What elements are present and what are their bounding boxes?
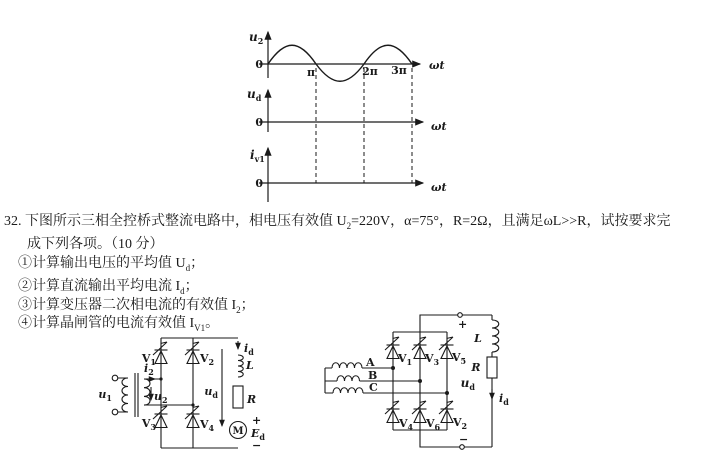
plus-sign: + (252, 414, 262, 427)
item-4-punct: 。 (205, 316, 220, 331)
problem-line-2 (27, 233, 164, 253)
problem-item-4 (18, 312, 219, 332)
iv1-graph (250, 148, 447, 202)
thyristor-v2 (185, 342, 200, 364)
i2-label: $i_2$ (144, 362, 154, 377)
L-label: L (246, 359, 254, 372)
thyristor-v6-3ph (412, 401, 427, 423)
Ed-label: $E_d$ (251, 427, 265, 442)
item-4-text: ④计算晶闸管的电流有效值 I (18, 316, 195, 331)
id-3ph-label: $i_d$ (499, 392, 509, 407)
transformer-core (135, 373, 138, 417)
coil-C (333, 388, 363, 393)
item-1-punct: ； (190, 256, 205, 271)
v3-3ph-label: $V_3$ (425, 352, 440, 367)
item-2-sub: d (180, 285, 185, 296)
tick-pi: π (306, 66, 316, 79)
load-branch-right (461, 315, 510, 447)
resistor-R-3ph (487, 357, 497, 378)
v3-label: $V_3$ (141, 417, 156, 432)
v1-label: $V_1$ (141, 352, 156, 367)
item-2-punct: ； (184, 279, 199, 294)
single-phase-bridge-circuit (98, 338, 265, 452)
iv1-xaxis-label: ωt (431, 181, 447, 194)
u1-label: $u_1$ (98, 388, 112, 403)
ud-label: $u_d$ (204, 385, 218, 400)
problem-item-3 (18, 294, 255, 314)
R-3ph-label: R (471, 361, 481, 374)
secondary-coil (144, 379, 150, 405)
resistor-R (233, 386, 243, 408)
phase-C-label: C (369, 381, 378, 394)
problem-item-2 (18, 275, 199, 295)
problem-line-2-text: 成下列各项。（10 分） (27, 237, 164, 252)
u2-xaxis-label: ωt (429, 59, 445, 72)
u2-zero-label: 0 (255, 58, 263, 71)
problem-line-1 (4, 210, 670, 230)
dashed-guides (316, 68, 412, 183)
coil-A (332, 363, 362, 368)
v4-label: $V_4$ (200, 418, 215, 433)
ud-graph (247, 87, 447, 133)
v5-3ph-label: $V_5$ (452, 351, 467, 366)
three-phase-bridge-circuit (325, 313, 509, 450)
waveform-figure (0, 0, 709, 208)
ud-axis-label: $u_d$ (247, 87, 262, 103)
transformer (98, 362, 167, 417)
v2-3ph-label: $V_2$ (453, 416, 468, 431)
v2-label: $V_2$ (200, 352, 215, 367)
ud-xaxis-label: ωt (431, 120, 447, 133)
thyristor-v4 (185, 406, 200, 428)
problem-line-1-text: 32. 下图所示三相全控桥式整流电路中，相电压有效值 U (4, 214, 347, 229)
item-2-text: ②计算直流输出平均电流 I (18, 279, 181, 294)
phase-B-label: B (368, 369, 378, 382)
item-4-sub: V1 (194, 322, 206, 333)
u2-graph (249, 30, 445, 81)
inductor-L (238, 355, 243, 377)
R-label: R (247, 393, 257, 406)
u2-label: $u_2$ (154, 390, 168, 405)
problem-line-1-text-b: =220V，α=75°，R=2Ω，且满足ωL>>R，试按要求完 (351, 214, 671, 229)
coil-B (337, 376, 360, 381)
M-label: M (232, 426, 244, 437)
item-3-text: ③计算变压器二次相电流的有效值 I (18, 298, 237, 313)
inductor-L-3ph (492, 320, 499, 352)
minus-sign: − (252, 439, 262, 452)
problem-item-1 (18, 252, 204, 272)
phase-A-label: A (366, 356, 375, 369)
iv1-zero-label: 0 (255, 177, 263, 190)
v4-3ph-label: $V_4$ (399, 417, 414, 432)
minus-terminal: − (459, 433, 469, 446)
tick-3pi: 3π (391, 64, 407, 77)
L-3ph-label: L (474, 332, 482, 345)
v6-3ph-label: $V_6$ (426, 417, 441, 432)
tick-2pi: 2π (362, 65, 378, 78)
ud-zero-label: 0 (255, 116, 263, 129)
thyristor-v2-3ph (439, 401, 454, 423)
plus-terminal: + (458, 318, 468, 331)
ud-3ph-label: $u_d$ (460, 376, 475, 392)
u2-axis-label: $u_2$ (249, 30, 264, 46)
primary-coil (122, 378, 128, 412)
item-3-sub: 2 (236, 304, 241, 315)
item-1-text: ①计算输出电压的平均值 U (18, 256, 186, 271)
iv1-axis-label: $i_{v1}$ (250, 148, 265, 164)
id-label: $i_d$ (244, 342, 254, 357)
problem-line-1-sub: 2 (346, 220, 352, 231)
item-1-sub: d (185, 262, 191, 273)
v1-3ph-label: $V_1$ (398, 352, 413, 367)
item-3-punct: ； (240, 298, 255, 313)
thyristor-v4-3ph (385, 401, 400, 423)
